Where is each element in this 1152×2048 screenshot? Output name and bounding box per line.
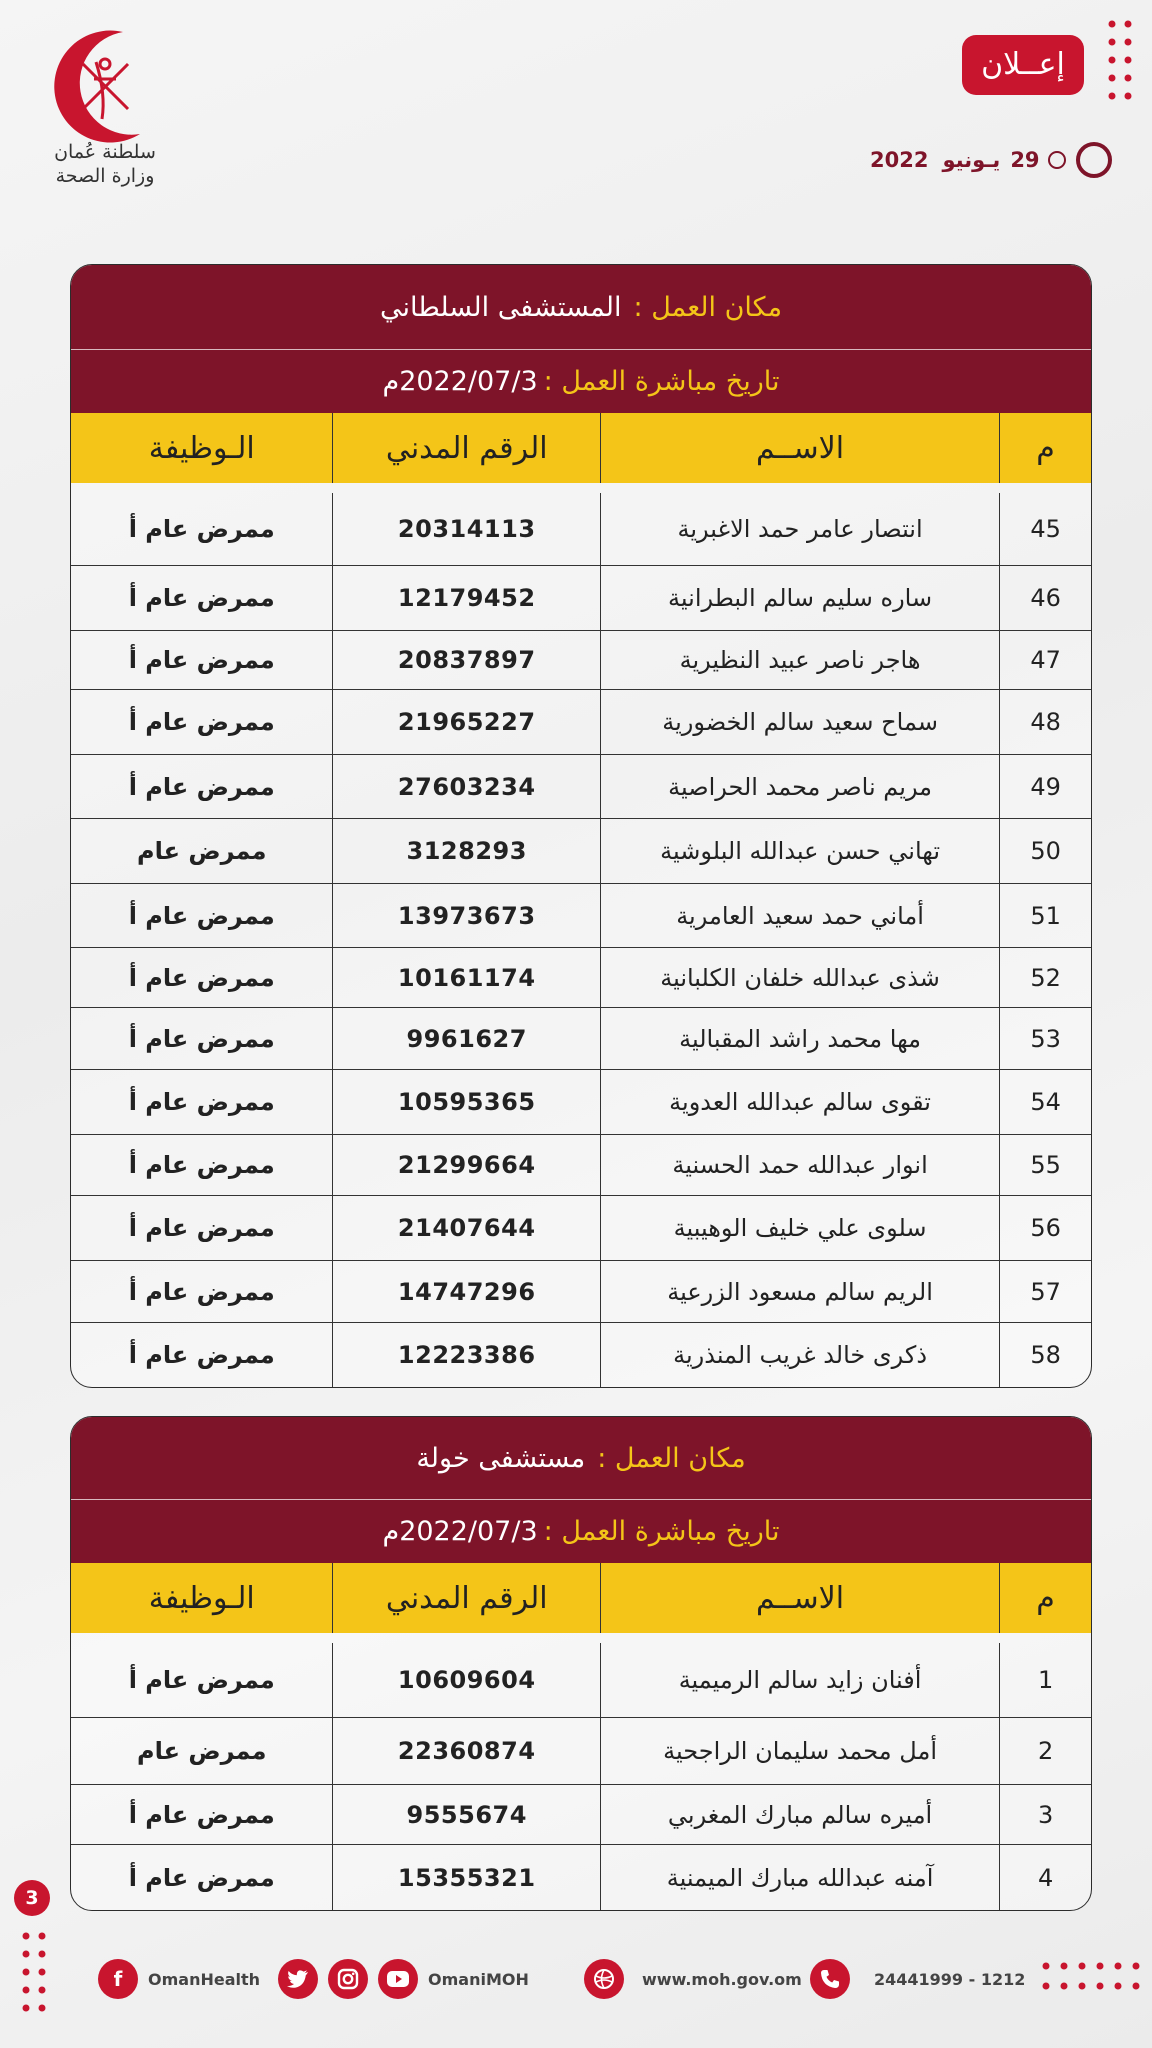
row-name: مها محمد راشد المقبالية (600, 1008, 999, 1069)
row-name: انوار عبدالله حمد الحسنية (600, 1135, 999, 1195)
row-name: أميره سالم مبارك المغربي (600, 1785, 999, 1844)
row-name: الريم سالم مسعود الزرعية (600, 1261, 999, 1322)
table-header (71, 413, 1091, 483)
row-number: 48 (999, 690, 1091, 754)
header-job: الـوظيفة (148, 1580, 255, 1616)
table-header (71, 1563, 1091, 1633)
row-number: 55 (999, 1135, 1091, 1195)
row-job: ممرض عام أ (128, 1277, 275, 1306)
announcement-badge: إعــلان (962, 35, 1084, 95)
globe-icon (584, 1959, 624, 1999)
row-civil-id: 27603234 (332, 755, 599, 818)
workplace-value: مستشفى خولة (416, 1442, 586, 1474)
footer-website[interactable] (584, 1957, 802, 2001)
date-month: يـونيو (942, 148, 1001, 172)
header-num: م (999, 413, 1091, 483)
row-job: ممرض عام أ (128, 1024, 275, 1053)
row-job: ممرض عام (136, 837, 267, 865)
row-name: سماح سعيد سالم الخضورية (600, 690, 999, 754)
row-job: ممرض عام أ (128, 708, 275, 736)
table-row (71, 947, 1091, 1007)
facebook-handle: OmanHealth (148, 1969, 261, 1989)
start-date-label: تاريخ مباشرة العمل : (543, 366, 780, 397)
table-row (71, 1844, 1091, 1910)
row-civil-id: 20837897 (332, 631, 599, 689)
table-row (71, 1007, 1091, 1069)
table-body (71, 1643, 1091, 1910)
row-number: 49 (999, 755, 1091, 818)
instagram-icon (328, 1959, 368, 1999)
table-row (71, 630, 1091, 689)
table-row (71, 1260, 1091, 1322)
workplace-label: مكان العمل : (597, 1442, 746, 1474)
row-job: ممرض عام أ (128, 1214, 275, 1242)
ministry-name (30, 140, 180, 188)
ministry-name-line2: وزارة الصحة (55, 165, 155, 187)
start-date-row (71, 1499, 1091, 1563)
row-number: 52 (999, 948, 1091, 1007)
row-name: سلوى علي خليف الوهيبية (600, 1196, 999, 1260)
row-number: 50 (999, 819, 1091, 883)
table-row (71, 818, 1091, 883)
table-body (71, 493, 1091, 1387)
table-row (71, 883, 1091, 947)
row-number: 57 (999, 1261, 1091, 1322)
row-civil-id: 20314113 (332, 493, 599, 565)
row-job: ممرض عام أ (128, 646, 275, 674)
row-civil-id: 9555674 (332, 1785, 599, 1844)
row-number: 58 (999, 1323, 1091, 1387)
row-number: 53 (999, 1008, 1091, 1069)
row-name: هاجر ناصر عبيد النظيرية (600, 631, 999, 689)
row-name: أمل محمد سليمان الراجحية (600, 1718, 999, 1784)
table-row (71, 754, 1091, 818)
table-row (71, 1195, 1091, 1260)
row-job: ممرض عام أ (128, 963, 275, 992)
table-row (71, 1134, 1091, 1195)
row-job: ممرض عام أ (128, 901, 275, 930)
row-job: ممرض عام أ (128, 772, 275, 801)
start-date-value: 2022/07/3م (382, 1516, 538, 1547)
footer-phone[interactable] (810, 1957, 1025, 2001)
table-row (71, 689, 1091, 754)
announcement-date (870, 140, 1112, 180)
row-job: ممرض عام أ (128, 1088, 275, 1116)
table-row (71, 1322, 1091, 1387)
header-civil-id: الرقم المدني (332, 1563, 599, 1633)
page-number: 3 (14, 1880, 50, 1916)
twitter-icon (278, 1959, 318, 1999)
start-date-label: تاريخ مباشرة العمل : (543, 1516, 780, 1547)
row-name: أفنان زايد سالم الرميمية (600, 1643, 999, 1717)
table-row (71, 493, 1091, 565)
row-civil-id: 21299664 (332, 1135, 599, 1195)
decorative-dots-bottom-left (20, 1930, 50, 2030)
date-circle-small-icon (1048, 151, 1066, 169)
table-row (71, 1069, 1091, 1134)
row-civil-id: 13973673 (332, 884, 599, 947)
row-civil-id: 12223386 (332, 1323, 599, 1387)
row-civil-id: 15355321 (332, 1845, 599, 1910)
row-number: 51 (999, 884, 1091, 947)
date-circle-large-icon (1076, 142, 1112, 178)
row-civil-id: 10161174 (332, 948, 599, 1007)
header-name: الاســم (600, 1563, 999, 1633)
row-civil-id: 21407644 (332, 1196, 599, 1260)
start-date-row (71, 349, 1091, 413)
row-civil-id: 9961627 (332, 1008, 599, 1069)
row-civil-id: 10595365 (332, 1070, 599, 1134)
row-job: ممرض عام أ (128, 1341, 275, 1369)
phone-icon (810, 1959, 850, 1999)
row-number: 47 (999, 631, 1091, 689)
footer-facebook[interactable] (98, 1957, 260, 2001)
row-job: ممرض عام أ (128, 1800, 275, 1829)
row-name: شذى عبدالله خلفان الكلبانية (600, 948, 999, 1007)
table-row (71, 565, 1091, 630)
decorative-dots-top (1106, 18, 1136, 118)
row-civil-id: 14747296 (332, 1261, 599, 1322)
date-year: 2022 (870, 148, 929, 172)
row-name: أماني حمد سعيد العامرية (600, 884, 999, 947)
start-date-value: 2022/07/3م (382, 366, 538, 397)
facebook-icon: f (98, 1959, 138, 1999)
row-name: انتصار عامر حمد الاغبرية (600, 493, 999, 565)
row-civil-id: 3128293 (332, 819, 599, 883)
phone-number: 24441999 - 1212 (874, 1969, 1026, 1989)
row-number: 46 (999, 566, 1091, 630)
row-number: 4 (999, 1845, 1091, 1910)
youtube-icon (378, 1959, 418, 1999)
workplace-value: المستشفى السلطاني (379, 291, 622, 323)
table-khoula-hospital (70, 1416, 1092, 1911)
row-name: مريم ناصر محمد الحراصية (600, 755, 999, 818)
row-number: 3 (999, 1785, 1091, 1844)
header-num: م (999, 1563, 1091, 1633)
social-handle: OmaniMOH (428, 1969, 529, 1989)
website-url: www.moh.gov.om (642, 1969, 802, 1989)
row-number: 45 (999, 493, 1091, 565)
workplace-row (71, 1417, 1091, 1499)
table-royal-hospital (70, 264, 1092, 1388)
table-row (71, 1784, 1091, 1844)
row-job: ممرض عام أ (128, 1863, 275, 1892)
row-name: تهاني حسن عبدالله البلوشية (600, 819, 999, 883)
decorative-dots-bottom-right (1040, 1958, 1140, 1998)
row-number: 54 (999, 1070, 1091, 1134)
row-name: تقوى سالم عبدالله العدوية (600, 1070, 999, 1134)
row-job: ممرض عام (136, 1737, 267, 1765)
row-name: ساره سليم سالم البطرانية (600, 566, 999, 630)
ministry-name-line1: سلطنة عُمان (54, 141, 156, 163)
workplace-label: مكان العمل : (633, 291, 783, 323)
row-job: ممرض عام أ (128, 1666, 275, 1694)
row-number: 56 (999, 1196, 1091, 1260)
row-civil-id: 22360874 (332, 1718, 599, 1784)
date-day: 29 (1010, 148, 1040, 172)
row-job: ممرض عام أ (128, 515, 275, 543)
row-name: آمنه عبدالله مبارك الميمنية (600, 1845, 999, 1910)
row-civil-id: 21965227 (332, 690, 599, 754)
row-civil-id: 12179452 (332, 566, 599, 630)
header-name: الاســم (600, 413, 999, 483)
header-civil-id: الرقم المدني (332, 413, 599, 483)
footer-social[interactable] (278, 1957, 529, 2001)
header-job: الـوظيفة (148, 430, 255, 466)
workplace-row (71, 265, 1091, 349)
row-number: 1 (999, 1643, 1091, 1717)
row-civil-id: 10609604 (332, 1643, 599, 1717)
table-row (71, 1643, 1091, 1717)
row-number: 2 (999, 1718, 1091, 1784)
row-job: ممرض عام أ (128, 1151, 275, 1179)
table-row (71, 1717, 1091, 1784)
row-name: ذكرى خالد غريب المنذرية (600, 1323, 999, 1387)
row-job: ممرض عام أ (128, 584, 275, 612)
